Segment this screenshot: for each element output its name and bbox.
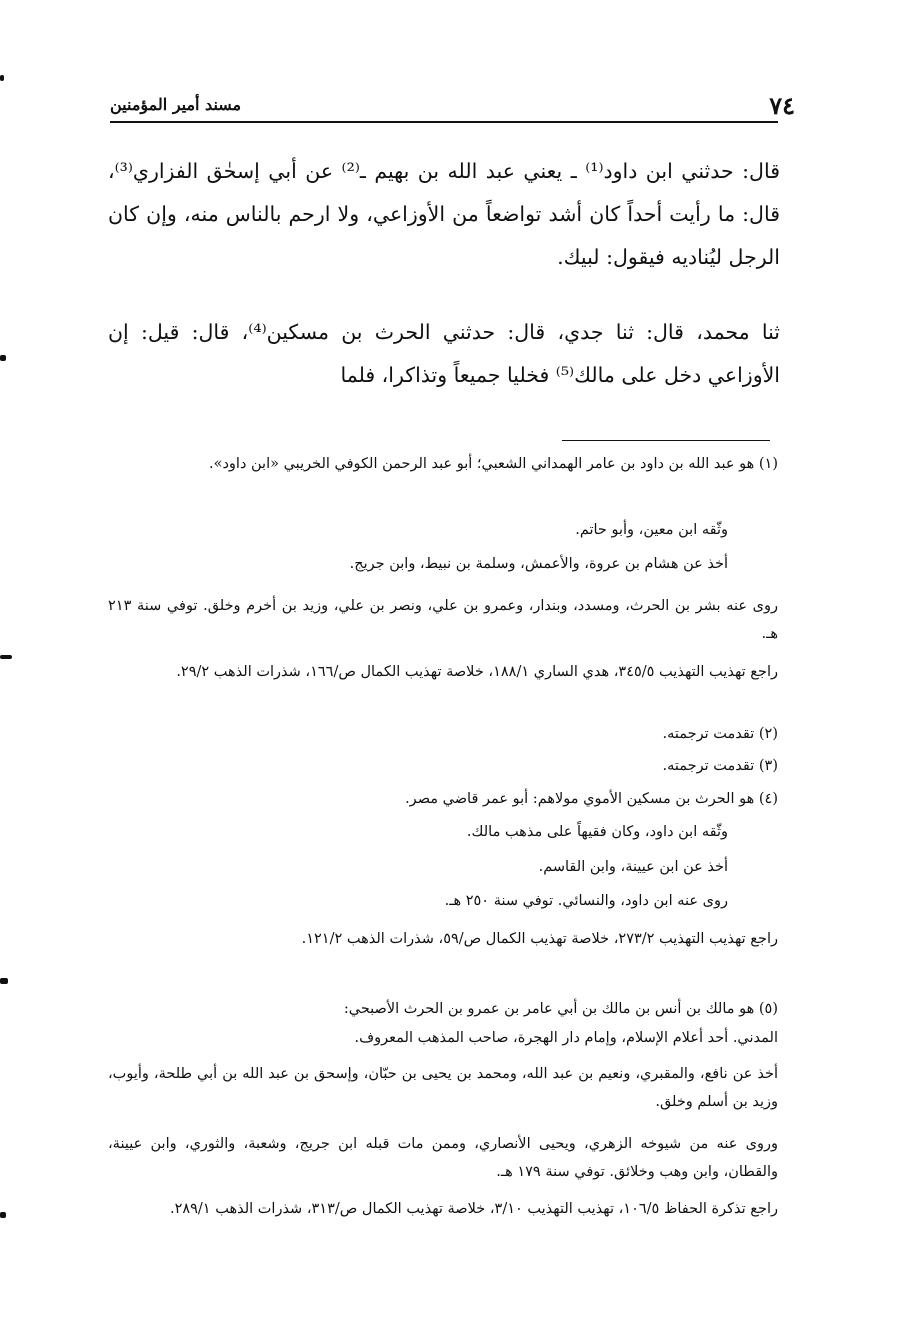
footnote-1-tawthiq: وثّقه ابن معين، وأبو حاتم. — [575, 522, 728, 538]
footnote-5-teachers: أخذ عن نافع، والمقبري، ونعيم بن عبد الله، ومحمد بن يحيى بن حبّان، وإسحق بن عبد الله بن أبي طلحة، وأيوب، وزيد بن أسلم وخلق. — [108, 1066, 778, 1110]
footnote-4-references: راجع تهذيب التهذيب ٢٧٣/٢، خلاصة تهذيب الكمال ص/٥٩، شذرات الذهب ١٢١/٢. — [301, 931, 778, 947]
footnote-3: (٣) تقدمت ترجمته. — [662, 758, 778, 774]
footnote-5-references: راجع تذكرة الحفاظ ١٠٦/٥، تهذيب التهذيب ٣/١٠، خلاصة تهذيب الكمال ص/٣١٣، شذرات الذهب ٢٨٩/١. — [169, 1201, 778, 1217]
scan-edge-mark — [0, 978, 8, 984]
scan-edge-mark — [0, 75, 4, 81]
running-title: مسند أمير المؤمنين — [110, 95, 242, 114]
page-number: ٧٤ — [769, 91, 795, 120]
main-paragraph-1: قال: حدثني ابن داود⁽¹⁾ ـ يعني عبد الله بن بهيم ـ⁽²⁾ عن أبي إسحٰق الفزاري⁽³⁾، قال: ما رأيت أحداً كان أشد تواضعاً من الأوزاعي، ولا ارحم بالناس منه، وإن كان الرجل ليُناديه فيقول: لبيك. — [108, 159, 781, 269]
scan-edge-mark — [0, 355, 6, 361]
footnote-4-intro: (٤) هو الحرث بن مسكين الأموي مولاهم: أبو عمر قاضي مصر. — [405, 791, 778, 807]
footnote-5-students: وروى عنه من شيوخه الزهري، ويحيى الأنصاري، وممن مات قبله ابن جريج، وشعبة، والثوري، وابن عيينة، والقطان، وابن وهب وخلائق. توفي سنة ١٧٩ هـ. — [108, 1136, 778, 1180]
footnote-divider — [562, 440, 770, 441]
footnote-4-students: روى عنه ابن داود، والنسائي. توفي سنة ٢٥٠ هـ. — [444, 893, 728, 909]
footnote-5-bio: المدني. أحد أعلام الإسلام، وإمام دار الهجرة، صاحب المذهب المعروف. — [354, 1030, 778, 1046]
footnote-5-intro: (٥) هو مالك بن أنس بن مالك بن أبي عامر بن عمرو بن الحرث الأصبحي: — [343, 1001, 778, 1017]
footnote-2: (٢) تقدمت ترجمته. — [662, 726, 778, 742]
main-paragraph-2: ثنا محمد، قال: ثنا جدي، قال: حدثني الحرث بن مسكين⁽⁴⁾، قال: قيل: إن الأوزاعي دخل على مالك⁽⁵⁾ فخليا جميعاً وتذاكرا، فلما — [108, 320, 781, 387]
header-divider — [110, 121, 778, 123]
footnote-1-students: روى عنه بشر بن الحرث، ومسدد، وبندار، وعمرو بن علي، ونصر بن علي، وزيد بن أخرم وخلق. توفي سنة ٢١٣ هـ. — [108, 598, 778, 642]
footnote-1-references: راجع تهذيب التهذيب ٣٤٥/٥، هدي الساري ١٨٨/١، خلاصة تهذيب الكمال ص/١٦٦، شذرات الذهب ٢٩/٢. — [176, 664, 778, 680]
footnote-1-teachers: أخذ عن هشام بن عروة، والأعمش، وسلمة بن نبيط، وابن جريج. — [349, 556, 728, 572]
footnote-4-teachers: أخذ عن ابن عيينة، وابن القاسم. — [538, 859, 728, 875]
footnote-1-intro: (١) هو عبد الله بن داود بن عامر الهمداني الشعبي؛ أبو عبد الرحمن الكوفي الخريبي «ابن داود». — [208, 456, 778, 472]
scan-edge-mark — [0, 1212, 6, 1218]
scan-edge-mark — [0, 655, 12, 659]
footnote-4-tawthiq: وثّقه ابن داود، وكان فقيهاً على مذهب مالك. — [466, 824, 728, 840]
